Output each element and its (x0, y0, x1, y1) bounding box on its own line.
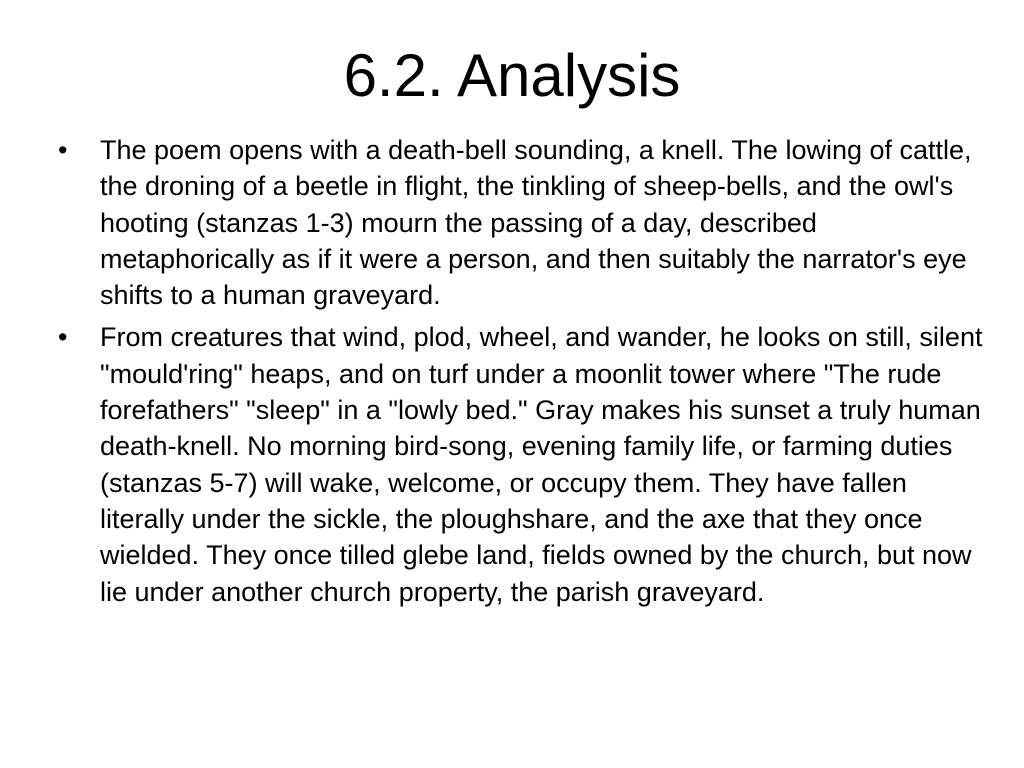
bullet-list (58, 132, 998, 616)
bullet-point-icon: • (58, 322, 68, 353)
bullet-item (58, 319, 998, 609)
slide-title: 6.2. Analysis (343, 42, 681, 109)
bullet-text: The poem opens with a death-bell sounding, a knell. The lowing of cattle, the droning of a beetle in flight, the tinkling of sheep-bells, and the owl's hooting (stanzas 1-3) mourn the passing of a day, described metaphorically as if it were a person, and then suitably the narrator's eye shifts to a human graveyard. (100, 135, 972, 311)
bullet-point-icon: • (58, 135, 68, 165)
bullet-text: From creatures that wind, plod, wheel, and wander, he looks on still, silent "mould'ring" heaps, and on turf under a moonlit tower where "The rude forefathers" "sleep" in a "lowly bed." Gray makes his sunset a truly human death-knell. No morning bird-song, evening family life, or farming duties (stanzas 5-7) will wake, welcome, or occupy them. They have fallen literally under the sickle, the ploughshare, and the axe that they once wielded. They once tilled glebe land, fields owned by the church, but now lie under another church property, the parish graveyard. (100, 322, 983, 607)
bullet-item (58, 132, 998, 313)
